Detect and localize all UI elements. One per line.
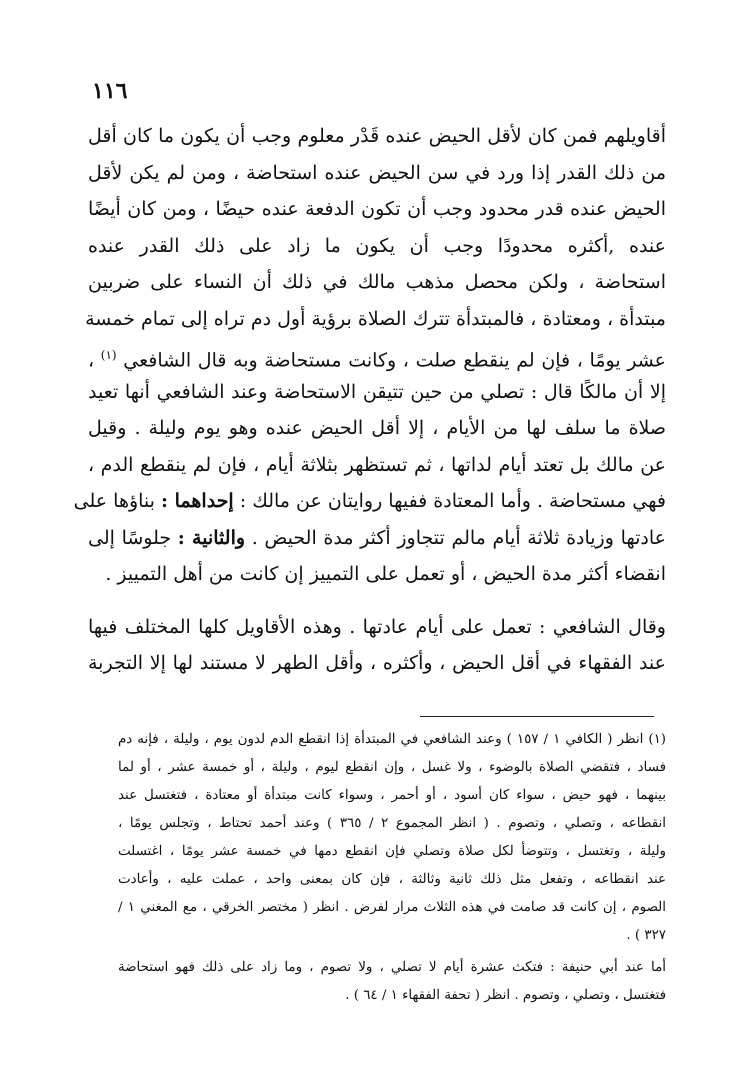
first-opinion-text: بناؤها على bbox=[73, 490, 155, 512]
footnote-line: الصوم ، إن كانت قد صامت في هذه الثلاث مرار لفرض . انظر ( مختصر الخرقي ، مع المغني ١ / bbox=[118, 900, 666, 915]
page-number: ١١٦ bbox=[92, 78, 128, 104]
footnote-separator bbox=[420, 716, 654, 717]
footnote-line: (١) انظر ( الكافي ١ / ١٥٧ ) وعند الشافعي في المبتدأة إذا انقطع الدم لدون يوم ، وليلة ، فإنه دم bbox=[118, 732, 666, 747]
body-line: مبتدأة ، ومعتادة ، فالمبتدأة تترك الصلاة برؤية أول دم تراه إلى تمام خمسة bbox=[85, 307, 666, 330]
footnote-line: بينهما ، فهو حيض ، سواء كان أسود ، أو أحمر ، وسواء كانت مبتدأة أو معتادة ، فتغتسل عند bbox=[118, 788, 666, 803]
body-line: عن مالك بل تعتد أيام لداتها ، ثم تستظهر بثلاثة أيام ، فإن لم ينقطع الدم ، bbox=[88, 453, 666, 476]
body-line-text: فهي مستحاضة . وأما المعتادة ففيها روايتان عن مالك : bbox=[239, 490, 666, 512]
body-line-first-opinion bbox=[73, 483, 666, 520]
footnotes bbox=[118, 726, 666, 1010]
body-line: انقضاء أكثر مدة الحيض ، أو تعمل على التمييز إن كانت من أهل التمييز . bbox=[105, 563, 666, 585]
footnote-line: فتغتسل ، وتصلي ، وتصوم . انظر ( تحفة الفقهاء ١ / ٦٤ ) . bbox=[345, 988, 666, 1003]
footnote-line: ٣٢٧ ) . bbox=[626, 928, 666, 943]
second-opinion-text: جلوسًا إلى bbox=[88, 526, 172, 549]
body-line: الحيض عنده قدر محدود وجب أن تكون الدفعة عنده حيضًا ، ومن كان أيضًا bbox=[88, 198, 666, 220]
body-line: استحاضة ، ولكن محصل مذهب مالك في ذلك أن النساء على ضربين bbox=[88, 271, 666, 293]
body-line-second-opinion bbox=[88, 520, 666, 557]
body-line: عنده ,أكثره محدودًا وجب أن يكون ما زاد على ذلك القدر عنده bbox=[88, 234, 666, 257]
body-line-with-footnote-ref bbox=[88, 337, 666, 374]
body-line: وقال الشافعي : تعمل على أيام عادتها . وهذه الأقاويل كلها المختلف فيها bbox=[88, 615, 666, 638]
body-line: عند الفقهاء في أقل الحيض ، وأكثره ، وأقل الطهر لا مستند لها إلا التجربة bbox=[88, 652, 666, 674]
body-line-text: عادتها وزيادة ثلاثة أيام مالم تتجاوز أكثر مدة الحيض . bbox=[251, 526, 666, 549]
body-line: أقاويلهم فمن كان لأقل الحيض عنده قَدْر معلوم وجب أن يكون ما كان أقل bbox=[88, 125, 666, 147]
footnote-line: انقطاعه ، وتصلي ، وتصوم . ( انظر المجموع ٢ / ٣٦٥ ) وعند أحمد تحتاط ، وتجلس يومًا ، bbox=[118, 816, 666, 831]
body-line-text: عشر يومًا ، فإن لم ينقطع صلت ، وكانت مستحاضة وبه قال الشافعي bbox=[123, 349, 667, 372]
body-line: من ذلك القدر إذا ورد في سن الحيض عنده استحاضة ، ومن لم يكن لأقل bbox=[88, 161, 666, 184]
main-text bbox=[73, 118, 667, 682]
first-opinion-label: إحداهما : bbox=[161, 490, 234, 512]
footnote-line: فساد ، فتقضي الصلاة بالوضوء ، ولا غسل ، وإن انقطع ليوم ، وليلة ، أو خمسة عشر ، أو لما bbox=[118, 760, 666, 775]
body-line: إلا أن مالكًا قال : تصلي من حين تتيقن الاستحاضة وعند الشافعي أنها تعيد bbox=[88, 380, 666, 403]
footnote-line: أما عند أبي حنيفة : فتكث عشرة أيام لا تصلي ، ولا تصوم ، وما زاد على ذلك فهو استحاضة bbox=[118, 960, 666, 975]
second-opinion-label: والثانية : bbox=[177, 526, 246, 549]
footnote-line: وليلة ، وتغتسل ، وتتوضأ لكل صلاة وتصلي فإن انقطع دمها في خمسة عشر يومًا ، اغتسلت bbox=[118, 844, 666, 859]
footnote-reference: (١) bbox=[100, 348, 117, 362]
body-line: صلاة ما سلف لها من الأيام ، إلا أقل الحيض عنده وهو يوم وليلة . وقيل bbox=[88, 417, 666, 439]
footnote-line: عند انقطاعه ، وتفعل مثل ذلك ثانية وثالثة ، فإن كان بمعنى واحد ، عملت عليه ، وأعادت bbox=[118, 872, 666, 887]
line-tail: ، bbox=[88, 349, 95, 372]
